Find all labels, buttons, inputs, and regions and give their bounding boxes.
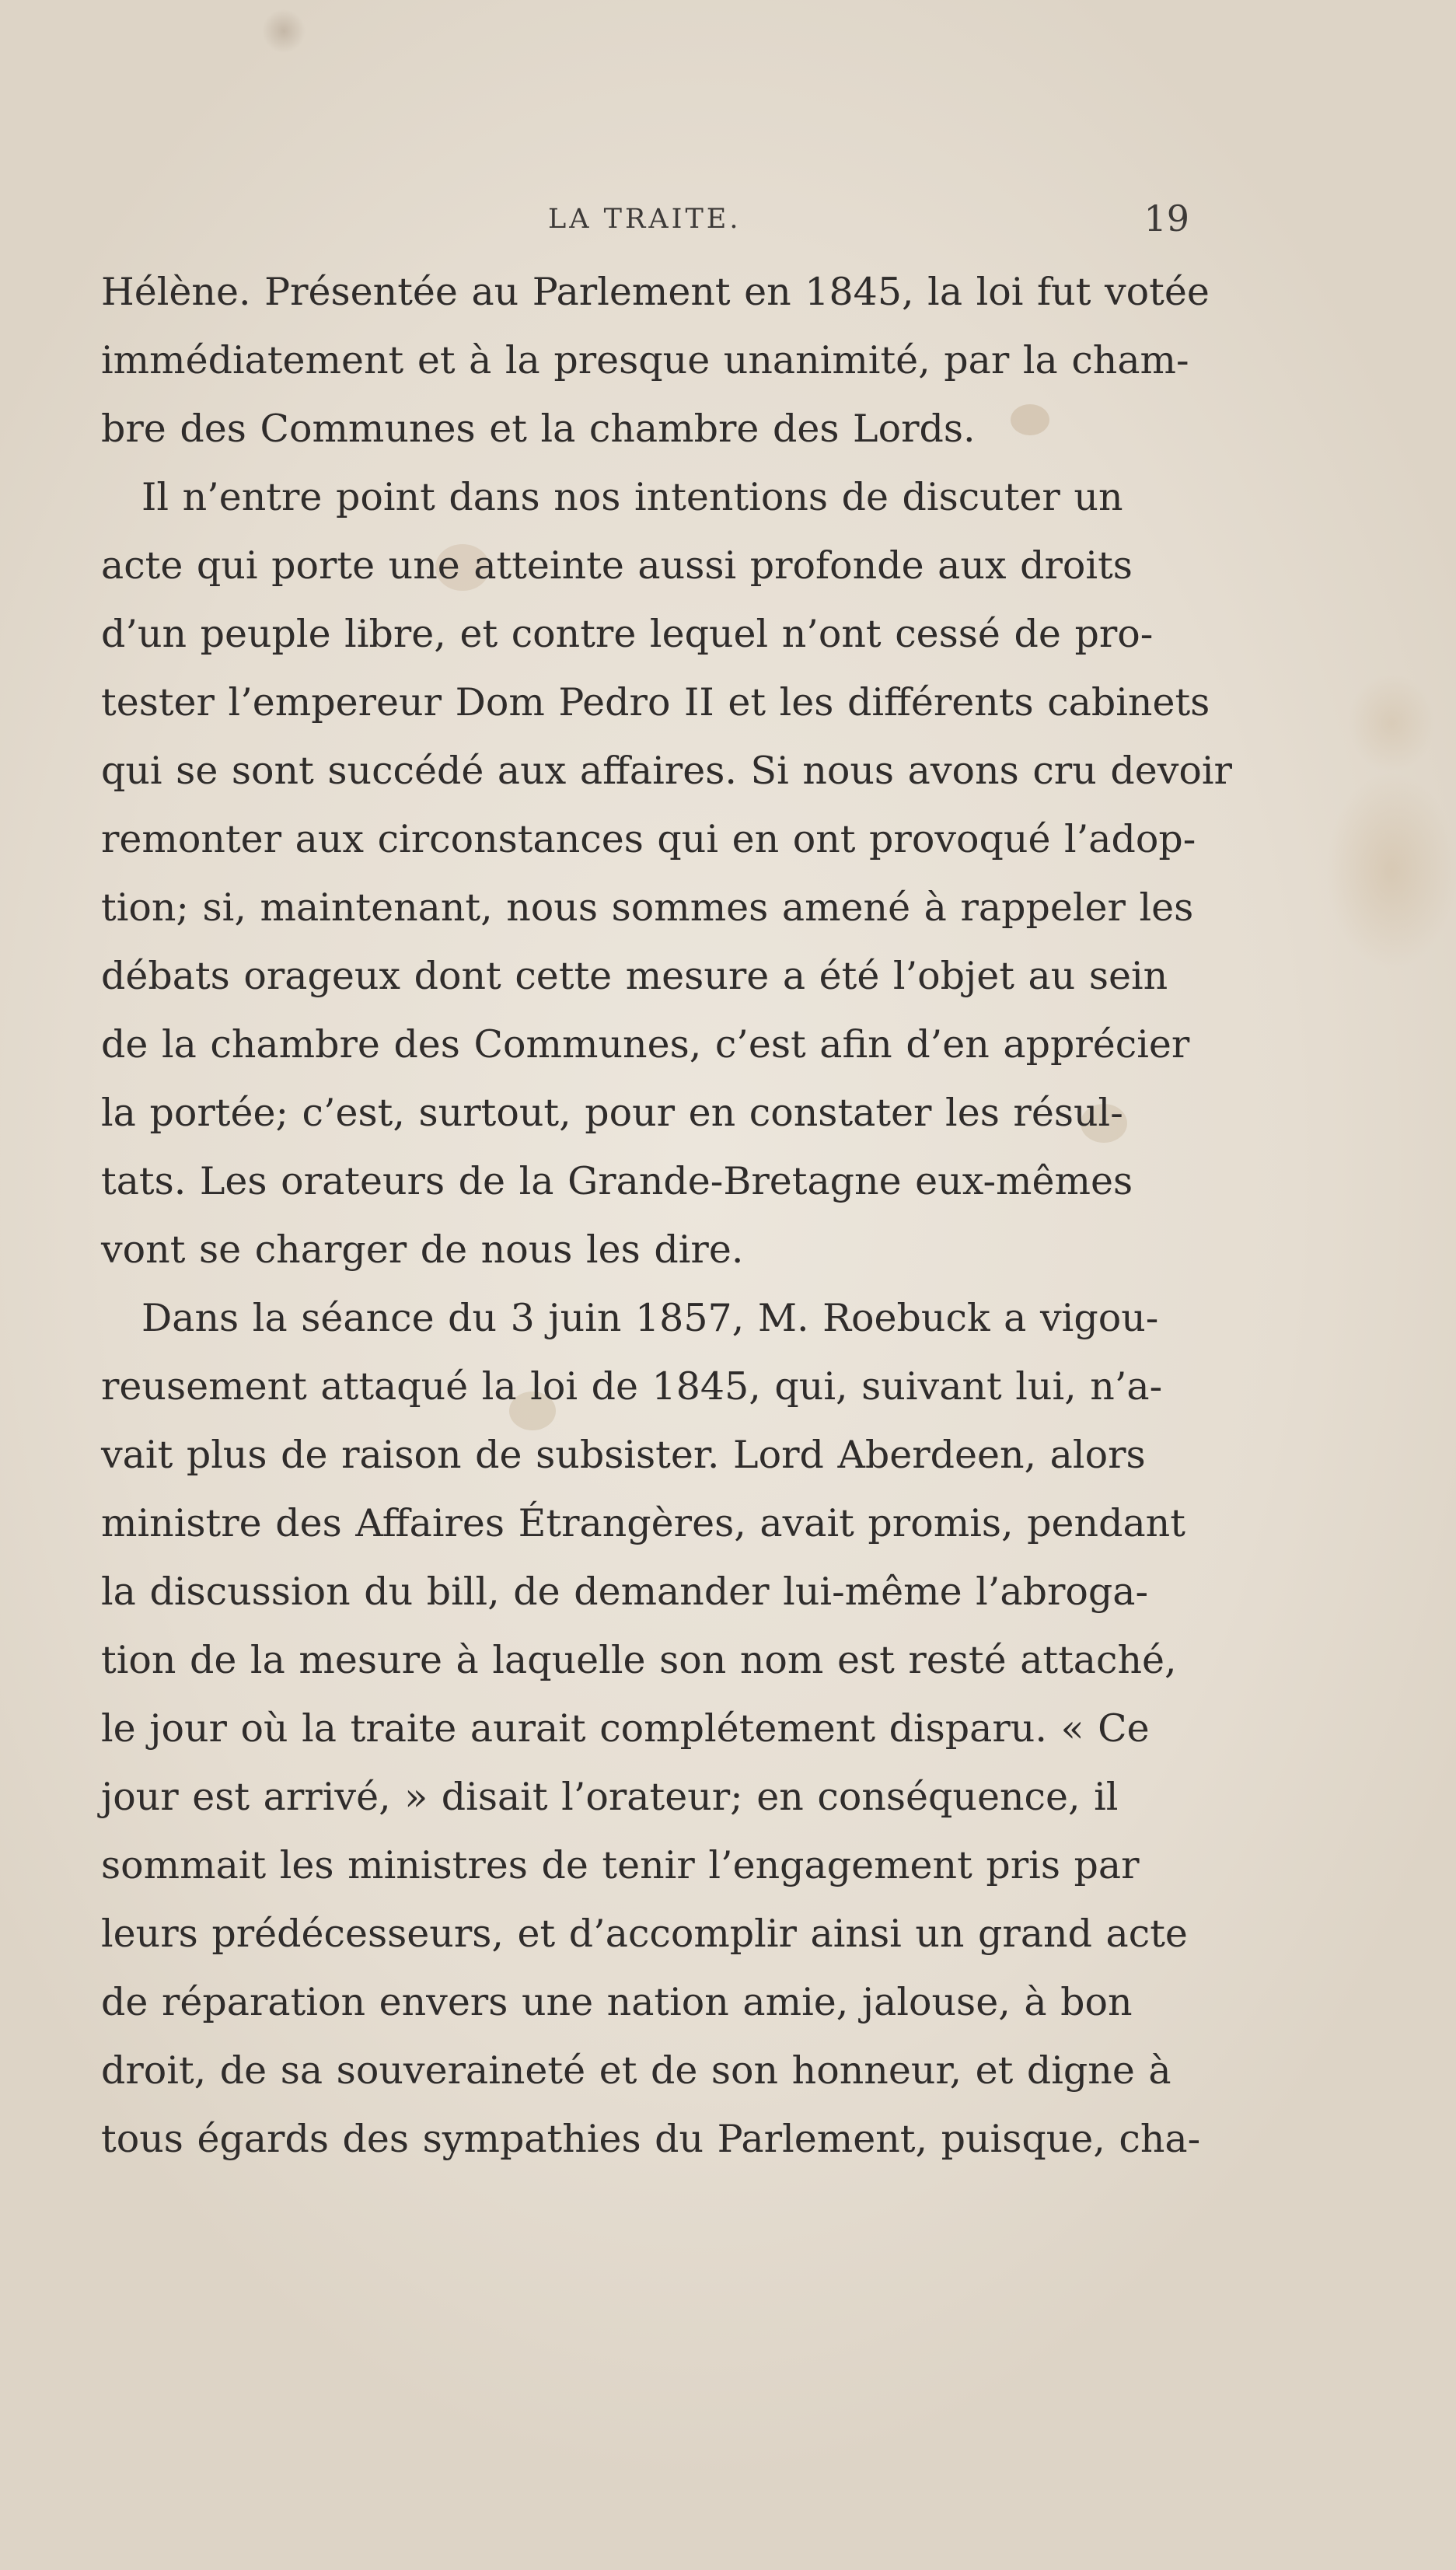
running-title: LA TRAITE.	[548, 204, 742, 235]
text-line: immédiatement et à la presque unanimité, par la cham-	[101, 338, 1189, 382]
text-line: d’un peuple libre, et contre lequel n’ont cessé de pro-	[101, 612, 1154, 656]
text-line: acte qui porte une atteinte aussi profonde aux droits	[101, 543, 1133, 588]
text-line: tous égards des sympathies du Parlement, puisque, cha-	[101, 2117, 1201, 2161]
text-line: la discussion du bill, de demander lui-même l’abroga-	[101, 1570, 1149, 1614]
text-line: Hélène. Présentée au Parlement en 1845, la loi fut votée	[101, 270, 1210, 314]
body-text	[101, 258, 1232, 2174]
text-line: le jour où la traite aurait complétement disparu. « Ce	[101, 1706, 1150, 1751]
text-line: sommait les ministres de tenir l’engagement pris par	[101, 1843, 1140, 1887]
paragraph-start-line: Dans la séance du 3 juin 1857, M. Roebuck a vigou-	[141, 1296, 1159, 1340]
text-line: vait plus de raison de subsister. Lord Aberdeen, alors	[101, 1433, 1146, 1477]
paragraph-start-line: Il n’entre point dans nos intentions de discuter un	[141, 475, 1123, 519]
text-line: de réparation envers une nation amie, jalouse, à bon	[101, 1980, 1133, 2024]
text-line: leurs prédécesseurs, et d’accomplir ainsi un grand acte	[101, 1912, 1188, 1956]
text-line: vont se charger de nous les dire.	[101, 1227, 744, 1272]
text-line: débats orageux dont cette mesure a été l’objet au sein	[101, 954, 1168, 998]
text-line: bre des Communes et la chambre des Lords.	[101, 407, 976, 451]
page-number: 19	[1144, 197, 1189, 239]
text-line: de la chambre des Communes, c’est afin d’en apprécier	[101, 1022, 1190, 1067]
text-line: remonter aux circonstances qui en ont provoqué l’adop-	[101, 817, 1196, 861]
running-head	[101, 197, 1189, 250]
text-line: la portée; c’est, surtout, pour en constater les résul-	[101, 1091, 1123, 1135]
text-line: tion; si, maintenant, nous sommes amené à rappeler les	[101, 885, 1194, 930]
text-line: droit, de sa souveraineté et de son honneur, et digne à	[101, 2048, 1171, 2093]
text-line: reusement attaqué la loi de 1845, qui, suivant lui, n’a-	[101, 1364, 1163, 1409]
text-line: tester l’empereur Dom Pedro II et les différents cabinets	[101, 680, 1210, 725]
text-line: tion de la mesure à laquelle son nom est resté attaché,	[101, 1638, 1177, 1682]
text-line: ministre des Affaires Étrangères, avait promis, pendant	[101, 1501, 1185, 1545]
text-line: jour est arrivé, » disait l’orateur; en conséquence, il	[101, 1775, 1119, 1819]
text-line: qui se sont succédé aux affaires. Si nous avons cru devoir	[101, 749, 1232, 793]
text-line: tats. Les orateurs de la Grande-Bretagne eux-mêmes	[101, 1159, 1133, 1203]
